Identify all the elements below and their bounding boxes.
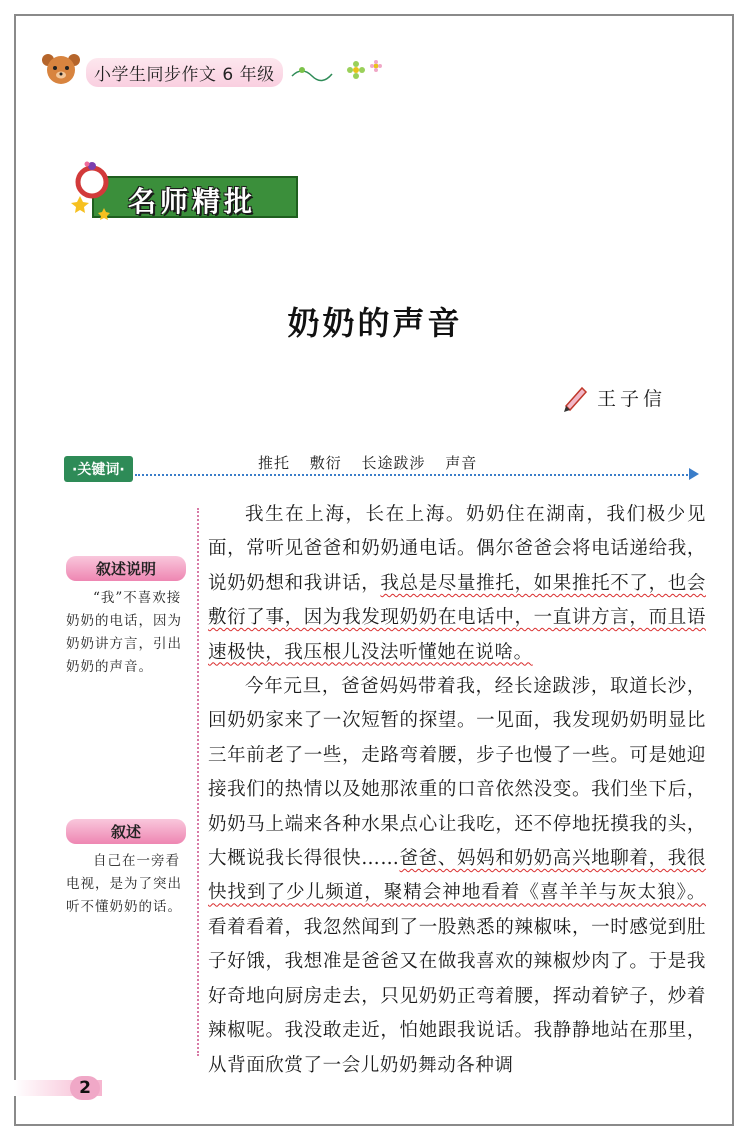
side-note [66, 556, 188, 679]
side-note-label: 叙述 [66, 819, 186, 844]
side-note [66, 819, 188, 919]
pencil-icon [560, 382, 590, 412]
paragraph [208, 498, 706, 670]
keywords-list: 推托 敷衍 长途跋涉 声音 [258, 454, 478, 472]
highlighted-text: 我总是尽量推托，如果推托不了，也会敷衍了事，因为我发现奶奶在电话中，一直讲方言，而且语速极快，我压根儿没法听懂她在说啥。 [208, 572, 706, 663]
side-note-text: 自己在一旁看电视，是为了突出听不懂奶奶的话。 [66, 853, 182, 915]
author-name: 王子信 [597, 388, 667, 410]
book-header [40, 52, 350, 86]
keywords-dotted-line [135, 474, 695, 476]
keywords-label: ·关键词· [64, 456, 133, 482]
page-number: 2 [70, 1076, 100, 1100]
essay-body [208, 498, 706, 1083]
paragraph-text: 我生在上海，长在上海。奶奶住在湖南，我们极少见面，常听见爸爸和奶奶通电话。偶尔爸爸会将电话递给我，说奶奶想和我讲话， [208, 504, 706, 594]
side-note-label: 叙述说明 [66, 556, 186, 581]
margin-divider [197, 508, 199, 1056]
paragraph-text: 看着看着，我忽然闻到了一股熟悉的辣椒味，一时感觉到肚子好饿，我想准是爸爸又在做我喜欢的辣椒炒肉了。于是我好奇地向厨房走去，只见奶奶正弯着腰，挥动着铲子，炒着辣椒呢。我没敢走近，怕她跟我说话。我静静地站在那里，从背面欣赏了一会儿奶奶舞动各种调 [208, 916, 706, 1076]
side-note-text: “我”不喜欢接奶奶的电话，因为奶奶讲方言，引出奶奶的声音。 [66, 590, 182, 675]
section-title: 名师精批 [128, 185, 257, 218]
section-badge [68, 160, 300, 222]
essay-title: 奶奶的声音 [287, 304, 463, 342]
arrow-right-icon [689, 468, 699, 480]
paragraph-text: 今年元旦，爸爸妈妈带着我，经长途跋涉，取道长沙，回奶奶家来了一次短暂的探望。一见面，我发现奶奶明显比三年前老了一些，走路弯着腰，步子也慢了一些。可是她迎接我们的热情以及她那浓重的口音依然没变。我们坐下后，奶奶马上端来各种水果点心让我吃，还不停地抚摸我的头，大概说我长得很快…… [208, 676, 706, 870]
paragraph [208, 670, 706, 1083]
flower-vine-icon [290, 58, 390, 84]
bear-icon [40, 52, 84, 86]
highlighted-text: 爸爸、妈妈和奶奶高兴地聊着，我很快找到了少儿频道，聚精会神地看着《喜羊羊与灰太狼》。 [208, 848, 706, 904]
book-title: 小学生同步作文 6 年级 [86, 58, 283, 87]
